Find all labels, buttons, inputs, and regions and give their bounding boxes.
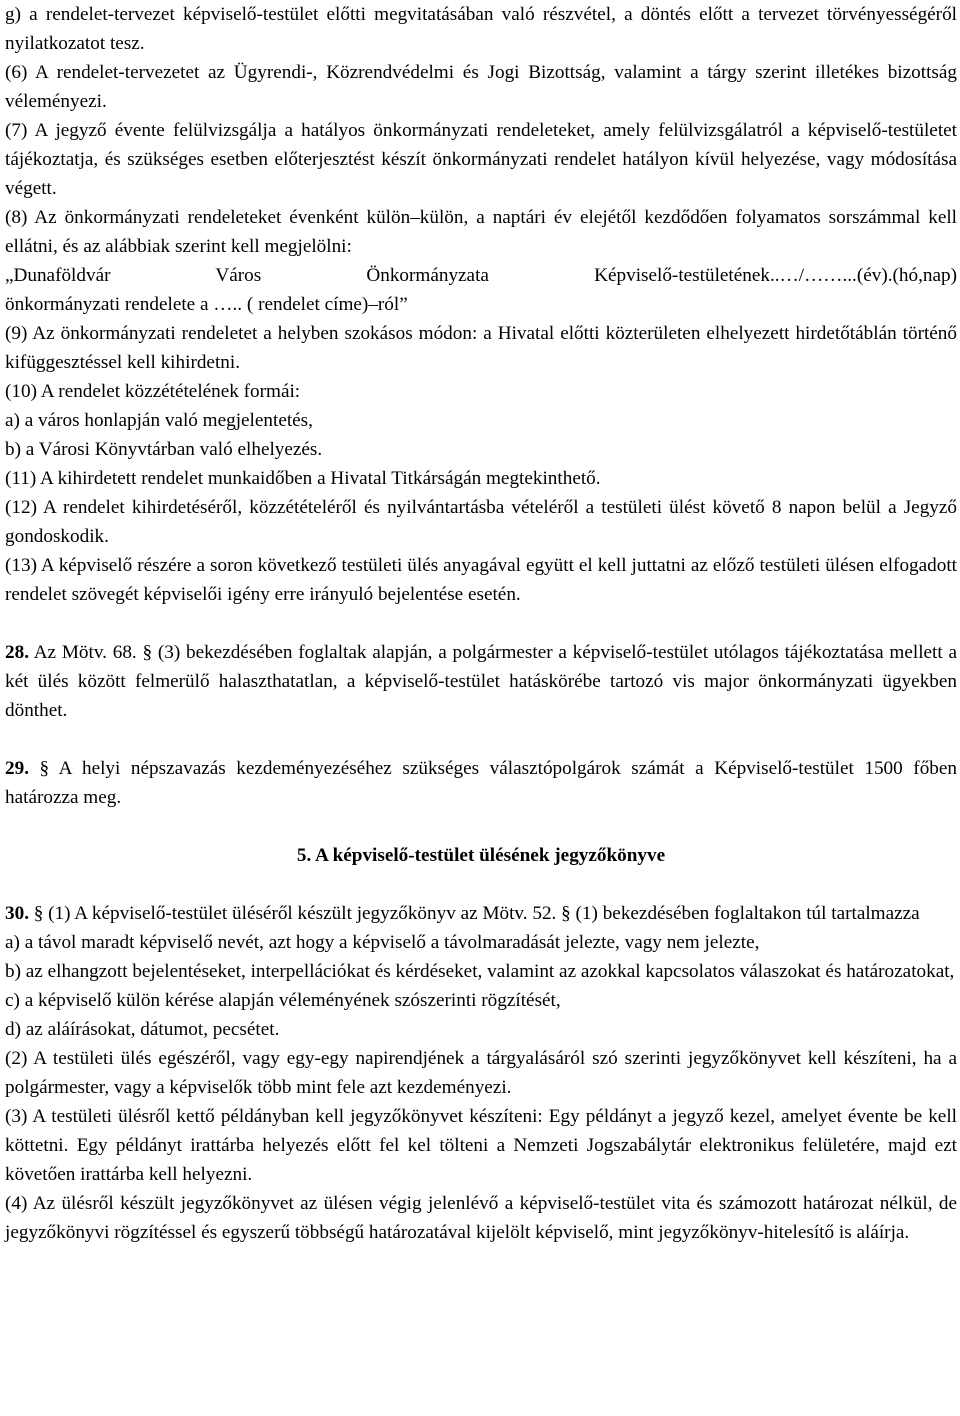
spacer — [5, 870, 957, 899]
section-29-number: 29. — [5, 758, 29, 779]
paragraph-30-4: (4) Az ülésről készült jegyzőkönyvet az ülésen végig jelenlévő a képviselő-testület vita és számozott határozat nélkül, de jegyzőkönyvi rögzítéssel és egyszerű többségű határozatával kijelölt képviselő, mint jegyzőkönyv-hitelesítő is aláírja. — [5, 1193, 957, 1243]
paragraph-30-1-c: c) a képviselő külön kérése alapján véleményének szószerinti rögzítését, — [5, 990, 561, 1011]
paragraph-13: (13) A képviselő részére a soron következő testületi ülés anyagával együtt el kell juttatni az előző testületi ülésen elfogadott rendelet szövegét képviselői igény erre irányuló bejelentése esetén. — [5, 555, 957, 605]
section-29-text: § A helyi népszavazás kezdeményezéséhez szükséges választópolgárok számát a Képviselő-testület 1500 főben határozza meg. — [5, 758, 957, 808]
paragraph-7: (7) A jegyző évente felülvizsgálja a hatályos önkormányzati rendeleteket, amely felülvizsgálatról a képviselő-testületet tájékoztatja, és szükséges esetben előterjesztést készít önkormányzati rendelet hatályon kívül helyezése, vagy módosítása végett. — [5, 120, 957, 199]
paragraph-9: (9) Az önkormányzati rendeletet a helyben szokásos módon: a Hivatal előtti közterületen elhelyezett hirdetőtáblán történő kifüggesztéssel kell kihirdetni. — [5, 323, 957, 373]
paragraph-10-b: b) a Városi Könyvtárban való elhelyezés. — [5, 439, 323, 460]
paragraph-30-1-b: b) az elhangzott bejelentéseket, interpellációkat és kérdéseket, valamint az azokkal kapcsolatos válaszokat és határozatokat, — [5, 961, 955, 982]
paragraph-30-2: (2) A testületi ülés egészéről, vagy egy-egy napirendjének a tárgyalásáról szó szerinti jegyzőkönyvet kell készíteni, ha a polgármester, vagy a képviselők több mint fele azt kezdeményezi. — [5, 1048, 957, 1098]
section-28-number: 28. — [5, 642, 29, 663]
paragraph-6: (6) A rendelet-tervezetet az Ügyrendi-, Közrendvédelmi és Jogi Bizottság, valamint a tárgy szerint illetékes bizottság véleményezi. — [5, 62, 957, 112]
section-28 — [5, 638, 957, 725]
paragraph-30-3: (3) A testületi ülésről kettő példányban kell jegyzőkönyvet készíteni: Egy példányt a jegyző kezel, amelyet évente be kell köttetni. Egy példányt irattárba helyezés előtt fel kel tölteni a Nemzeti Jogszabálytár elektronikus felületére, majd ezt követően irattárba kell helyezni. — [5, 1106, 957, 1185]
paragraph-30-1-a: a) a távol maradt képviselő nevét, azt hogy a képviselő a távolmaradását jelezte, vagy nem jelezte, — [5, 932, 760, 953]
paragraph-8-formula-line-1: „Dunaföldvár Város Önkormányzata Képviselő-testületének..…/……...(év).(hó,nap) — [5, 265, 957, 286]
paragraph-8-formula-line-2: önkormányzati rendelete a ….. ( rendelet címe)–ról” — [5, 294, 408, 315]
paragraph-30-1-d: d) az aláírásokat, dátumot, pecsétet. — [5, 1019, 280, 1040]
paragraph-11: (11) A kihirdetett rendelet munkaidőben a Hivatal Titkárságán megtekinthető. — [5, 468, 601, 489]
paragraph-10-a: a) a város honlapján való megjelentetés, — [5, 410, 313, 431]
spacer — [5, 609, 957, 638]
section-30-number: 30. — [5, 903, 29, 924]
section-30 — [5, 899, 957, 928]
paragraph-10: (10) A rendelet közzétételének formái: — [5, 381, 301, 402]
paragraph-g: g) a rendelet-tervezet képviselő-testület előtti megvitatásában való részvétel, a döntés előtt a tervezet törvényességéről nyilatkozatot tesz. — [5, 4, 957, 54]
section-28-text: Az Mötv. 68. § (3) bekezdésében foglaltak alapján, a polgármester a képviselő-testület utólagos tájékoztatása mellett a két ülés között felmerülő halaszthatatlan, a képviselő-testület hatáskörébe tartozó vis major önkormányzati ügyekben dönthet. — [5, 642, 957, 721]
spacer — [5, 812, 957, 841]
section-29 — [5, 754, 957, 812]
spacer — [5, 725, 957, 754]
paragraph-12: (12) A rendelet kihirdetéséről, közzétételéről és nyilvántartásba vételéről a testületi ülést követő 8 napon belül a Jegyző gondoskodik. — [5, 497, 957, 547]
section-30-text: § (1) A képviselő-testület üléséről készült jegyzőkönyv az Mötv. 52. § (1) bekezdésében foglaltakon túl tartalmazza — [28, 903, 920, 924]
paragraph-8: (8) Az önkormányzati rendeleteket évenként külön–külön, a naptári év elejétől kezdődően folyamatos sorszámmal kell ellátni, és az alábbiak szerint kell megjelölni: — [5, 207, 957, 257]
section-heading-5: 5. A képviselő-testület ülésének jegyzőkönyve — [296, 845, 666, 866]
